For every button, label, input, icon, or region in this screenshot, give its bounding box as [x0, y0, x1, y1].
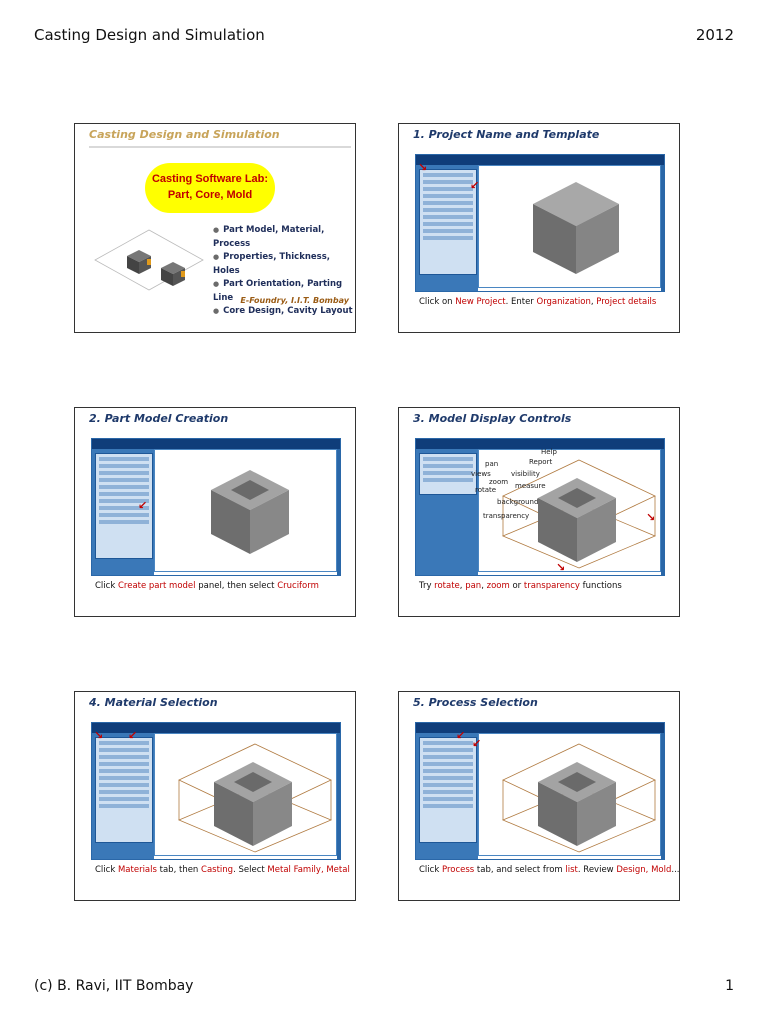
- cube-model: [531, 178, 621, 278]
- slide-caption: Click Process tab, and select from list. Review Design, Mold...: [419, 865, 680, 875]
- slide-title: [74, 123, 356, 333]
- slide-title: 4. Material Selection: [89, 696, 218, 709]
- app-sidebar: [416, 449, 478, 575]
- app-sidebar: [416, 733, 478, 859]
- list-item: ● Part Orientation, Parting Line: [213, 278, 355, 305]
- arrow-icon: ↘: [556, 561, 566, 574]
- slide-project-template: [398, 123, 680, 333]
- model-viewport: [471, 448, 661, 572]
- slide-title: 2. Part Model Creation: [89, 412, 229, 425]
- page-header-year: 2012: [695, 26, 734, 44]
- label-background: background: [497, 498, 539, 506]
- label-transparency: transparency: [483, 512, 530, 520]
- slide-caption: Try rotate, pan, zoom or transparency functions: [419, 581, 622, 591]
- cruciform-model: [207, 464, 293, 560]
- slide-material-selection: [74, 691, 356, 901]
- label-rotate: rotate: [475, 486, 497, 494]
- arrow-icon: ↙: [470, 179, 480, 192]
- slide-display-controls: [398, 407, 680, 617]
- app-screenshot: [415, 438, 665, 576]
- app-sidebar: [416, 165, 478, 291]
- slide-heading: Casting Design and Simulation: [89, 128, 280, 141]
- cruciform-model: [534, 472, 620, 568]
- slide-credit: E-Foundry, I.I.T. Bombay: [240, 296, 349, 305]
- model-viewport: [478, 165, 661, 288]
- list-item: ● Part Model, Material, Process: [213, 224, 355, 251]
- app-toolbar: [92, 439, 340, 449]
- blob-line1: Casting Software Lab:: [151, 173, 269, 185]
- cruciform-model: [210, 756, 296, 852]
- label-measure: measure: [515, 482, 546, 490]
- model-viewport: [154, 733, 337, 856]
- page-number: 1: [725, 978, 734, 994]
- cruciform-model: [534, 756, 620, 852]
- page-header-title: Casting Design and Simulation: [34, 26, 265, 44]
- app-screenshot: [415, 154, 665, 292]
- app-sidebar: [92, 449, 154, 575]
- slide-caption: Click Create part model panel, then select Cruciform: [95, 581, 319, 591]
- app-screenshot: [91, 438, 341, 576]
- slide-title: 3. Model Display Controls: [413, 412, 572, 425]
- app-screenshot: [415, 722, 665, 860]
- list-item: ● Properties, Thickness, Holes: [213, 251, 355, 278]
- label-zoom: zoom: [489, 478, 509, 486]
- arrow-icon: ↙: [456, 729, 466, 742]
- yellow-blob: [145, 160, 275, 216]
- label-report: Report: [529, 458, 553, 466]
- control-panel: [419, 453, 477, 495]
- process-panel: [419, 737, 477, 843]
- app-toolbar: [416, 155, 664, 165]
- label-views: views: [471, 470, 491, 478]
- arrow-icon: ↙: [138, 499, 148, 512]
- slide-process-selection: [398, 691, 680, 901]
- list-item: ● Core Design, Cavity Layout: [213, 305, 355, 319]
- slide-title: 5. Process Selection: [413, 696, 538, 709]
- page-footer-author: (c) B. Ravi, IIT Bombay: [34, 978, 194, 994]
- model-viewport: [478, 733, 661, 856]
- app-toolbar: [416, 439, 664, 449]
- blob-line2: Part, Core, Mold: [167, 189, 253, 201]
- arrow-icon: ↙: [128, 729, 138, 742]
- app-sidebar: [92, 733, 154, 859]
- slide-part-model: [74, 407, 356, 617]
- label-visibility: visibility: [511, 470, 540, 478]
- arrow-icon: ↙: [472, 737, 482, 750]
- arrow-icon: ↘: [418, 161, 428, 174]
- model-viewport: [154, 449, 337, 572]
- material-panel: [95, 737, 153, 843]
- label-help: Help: [541, 448, 557, 456]
- app-screenshot: [91, 722, 341, 860]
- slide-caption: Click Materials tab, then Casting. Select Metal Family, Metal: [95, 865, 350, 875]
- app-toolbar: [416, 723, 664, 733]
- project-panel: [419, 169, 480, 275]
- slide-title: 1. Project Name and Template: [413, 128, 600, 141]
- arrow-icon: ↘: [94, 729, 104, 742]
- heading-rule: [89, 146, 351, 148]
- arrow-icon: ↘: [646, 511, 656, 524]
- label-pan: pan: [485, 460, 499, 468]
- slide-caption: Click on New Project. Enter Organization, Project details: [419, 297, 657, 307]
- casting-model-icon: [89, 222, 209, 292]
